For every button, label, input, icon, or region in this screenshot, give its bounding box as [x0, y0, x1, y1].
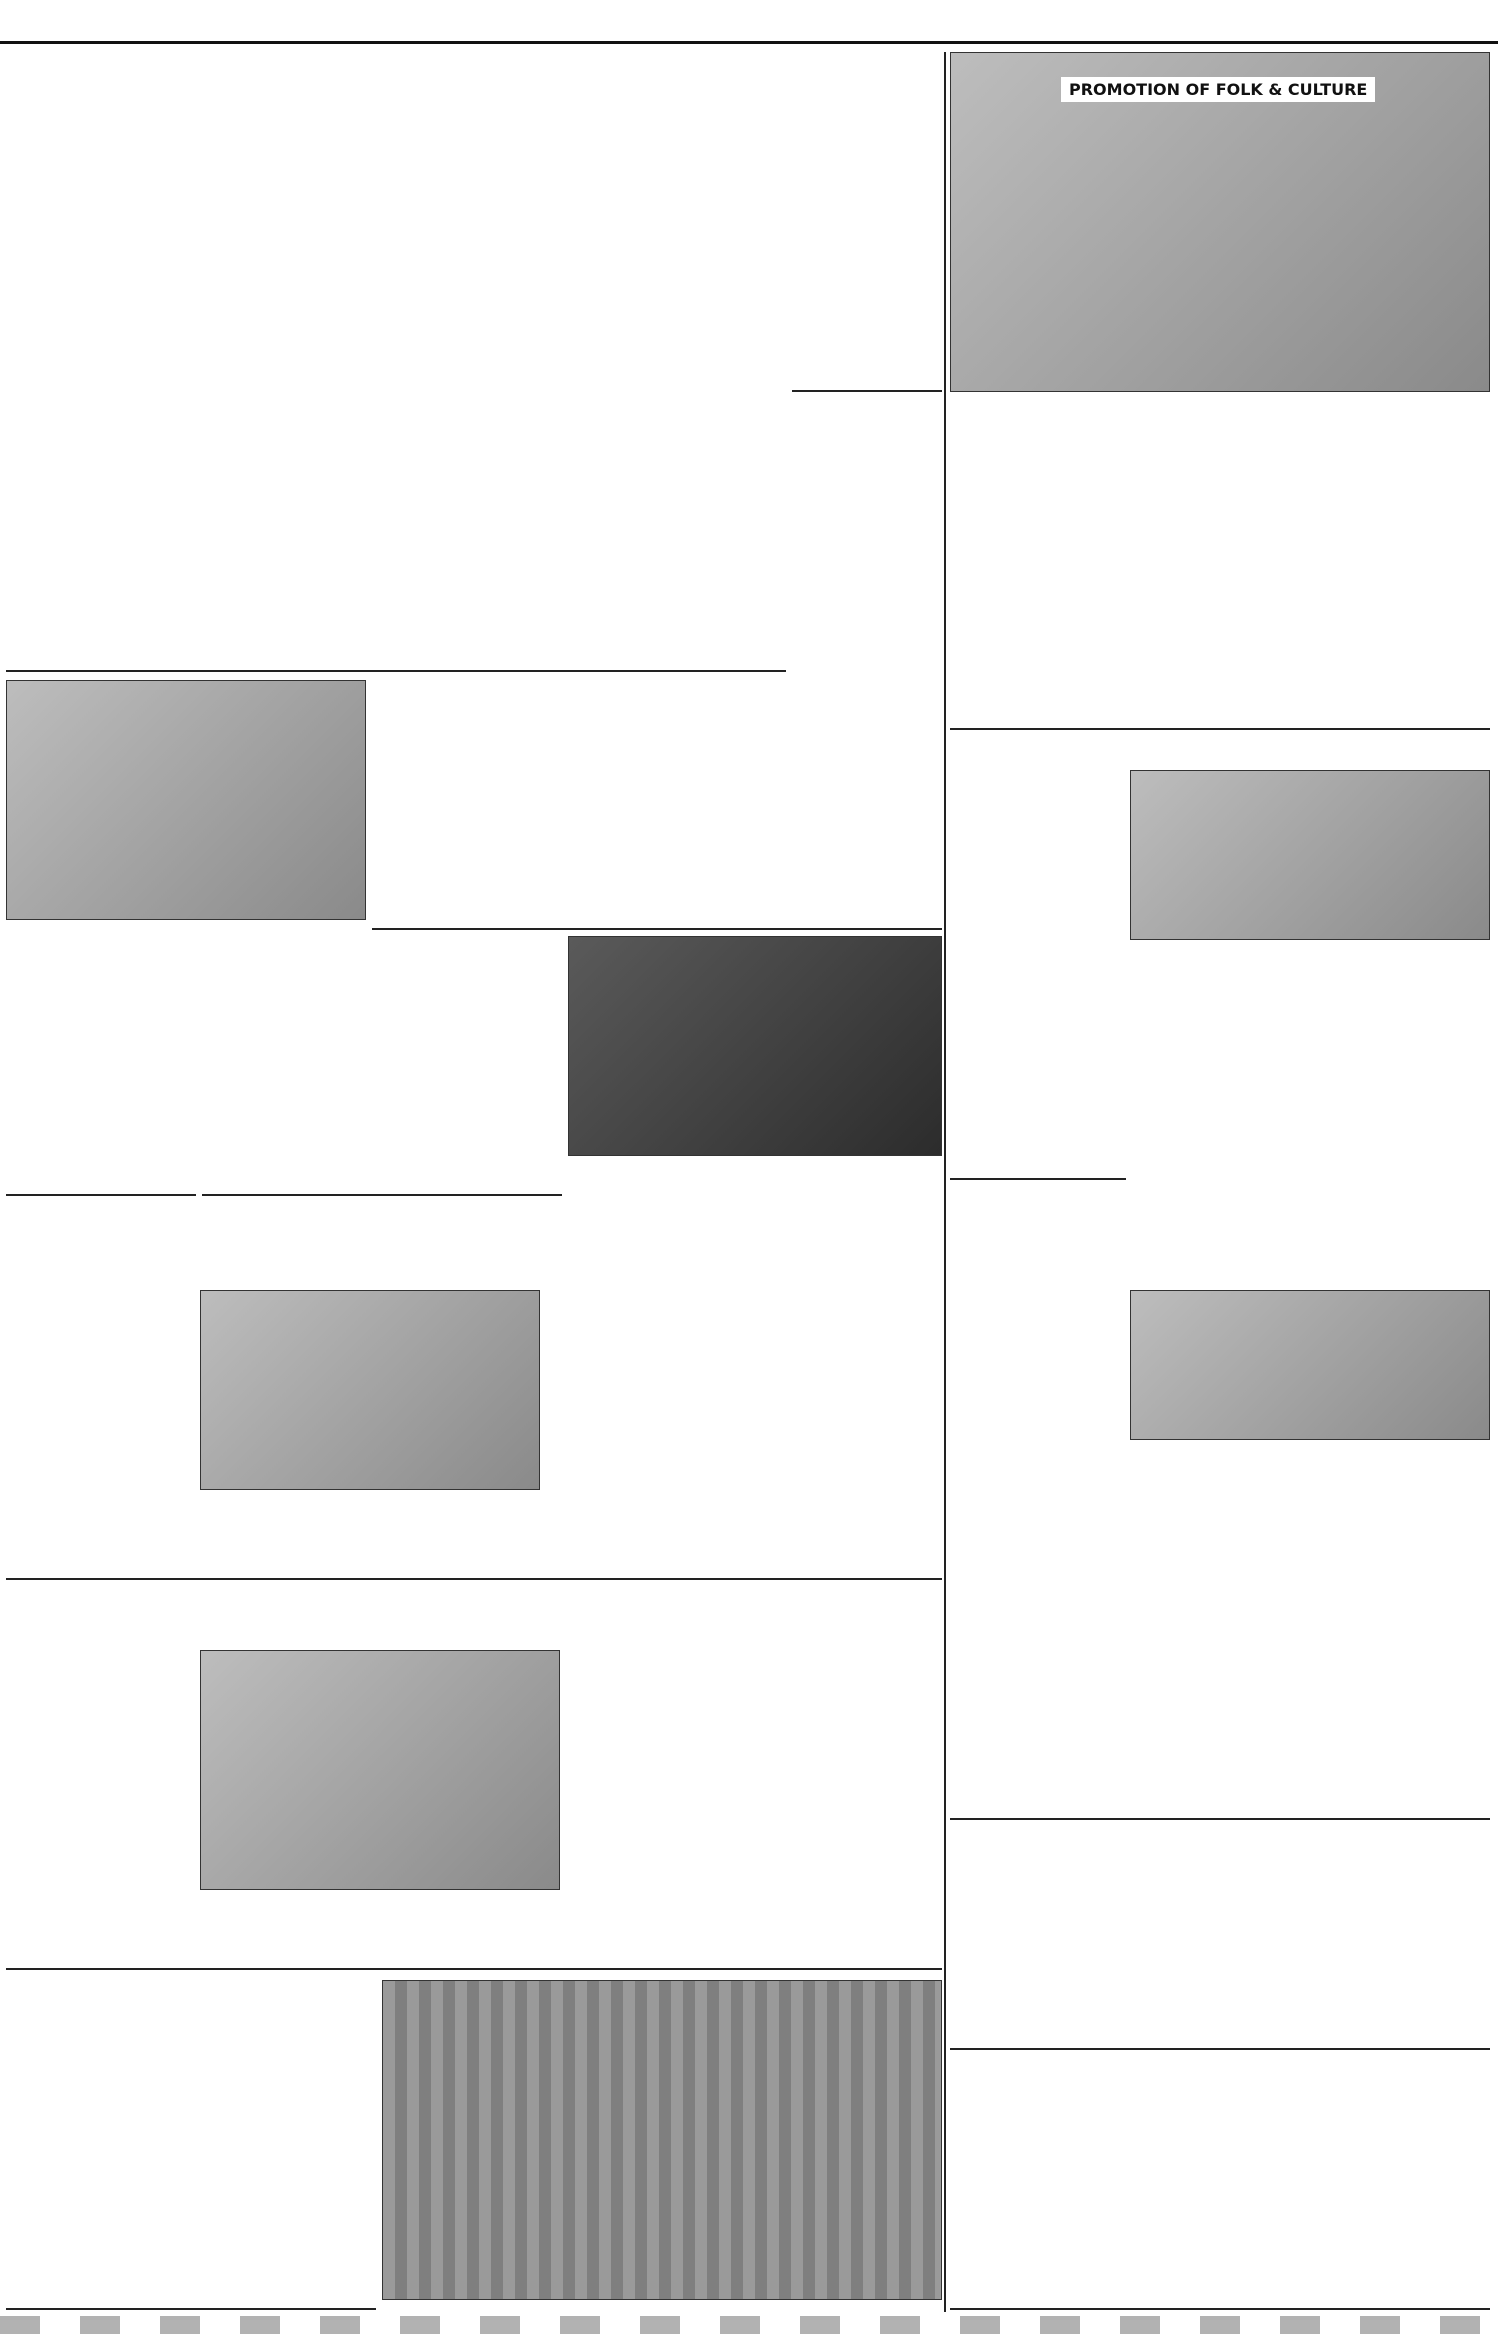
story-training [202, 936, 562, 1196]
story-sports-festival [950, 1830, 1490, 2050]
column-rule [944, 52, 946, 2312]
training-photo [568, 936, 942, 1156]
cricket-trophy-photo [200, 1650, 560, 1890]
story-flood-help [6, 936, 196, 1196]
students-photo [200, 1290, 540, 1490]
toddlers-photo [6, 680, 366, 920]
footer-bar [0, 2316, 1498, 2334]
photo-banner-text: PROMOTION OF FOLK & CULTURE [1061, 77, 1375, 102]
panel-photo [1130, 1290, 1490, 1440]
lead-story [6, 52, 786, 672]
event-photo [1130, 770, 1490, 940]
story-hanuman-chalisa [6, 1980, 376, 2310]
story-parents-day [372, 680, 942, 930]
crowd-photo [382, 1980, 942, 2300]
story-folk-dance [950, 400, 1490, 730]
story-champion [950, 2060, 1490, 2310]
folk-dance-photo [950, 52, 1490, 392]
story-mamata [950, 740, 1126, 1180]
story-column [792, 52, 942, 392]
masthead [0, 0, 1498, 44]
